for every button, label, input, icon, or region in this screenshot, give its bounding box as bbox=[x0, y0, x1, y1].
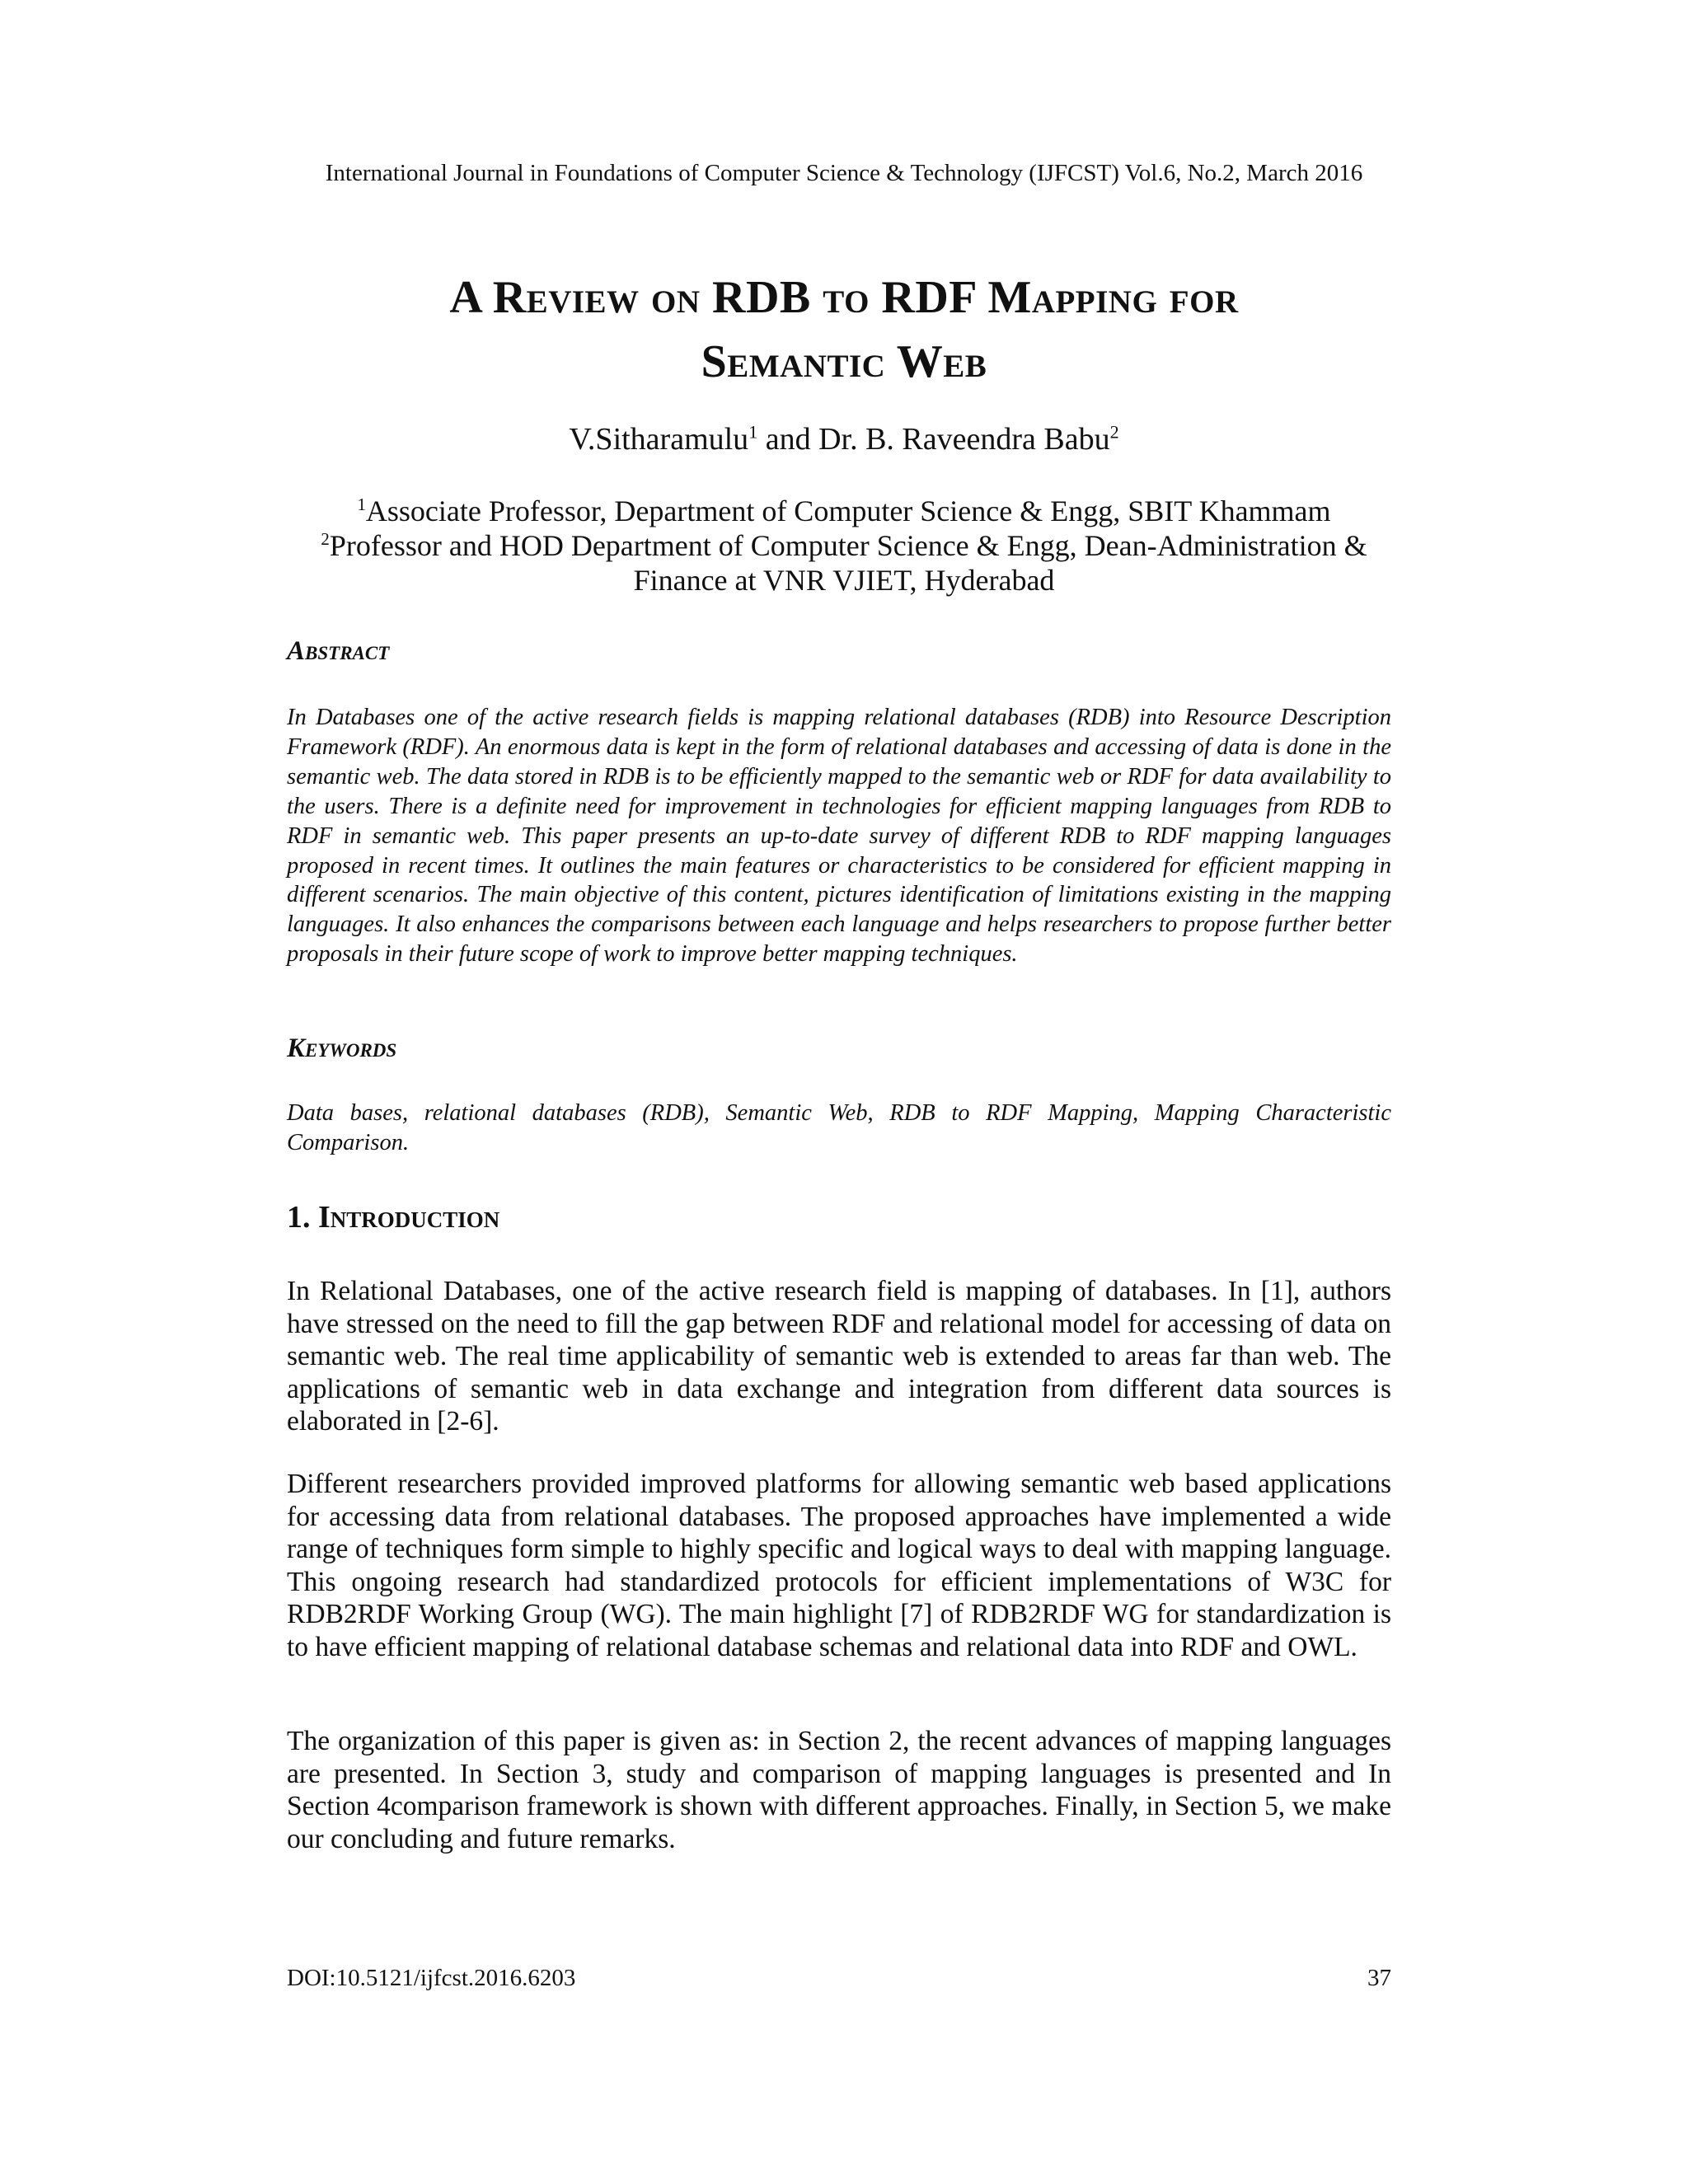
affiliation-1-text: Associate Professor, Department of Computer Science & Engg, SBIT Khammam bbox=[365, 494, 1331, 527]
affiliation-2-line-1: Professor and HOD Department of Computer Science & Engg, Dean-Administration & bbox=[329, 529, 1367, 562]
author-line bbox=[0, 421, 1688, 457]
keywords-text: Data bases, relational databases (RDB), Semantic Web, RDB to RDF Mapping, Mapping Characteristic Comparison. bbox=[287, 1100, 1391, 1155]
journal-header: International Journal in Foundations of Computer Science & Technology (IJFCST) Vol.6, No.2, March 2016 bbox=[325, 160, 1363, 186]
introduction-heading: 1. Introduction bbox=[287, 1200, 500, 1235]
affiliations bbox=[231, 494, 1457, 598]
keywords-heading: Keywords bbox=[287, 1033, 397, 1063]
affiliation-1-superscript: 1 bbox=[357, 494, 366, 514]
introduction-paragraph-1: In Relational Databases, one of the active research field is mapping of databases. In [1], authors have stressed on the need to fill the gap between RDF and relational model for accessing of data on semantic web. The real time applicability of semantic web is extended to areas far than web. The applications of semantic web in data exchange and integration from different data sources is elaborated in [2-6]. bbox=[287, 1276, 1391, 1436]
page-number: 37 bbox=[1367, 1965, 1391, 1991]
abstract-text: In Databases one of the active research fields is mapping relational databases (RDB) into Resource Description Framework (RDF). An enormous data is kept in the form of relational databases and accessing of data is done in the semantic web. The data stored in RDB is to be efficiently mapped to the semantic web or RDF for data availability to the users. There is a definite need for improvement in technologies for efficient mapping languages from RDB to RDF in semantic web. This paper presents an up-to-date survey of different RDB to RDF mapping languages proposed in recent times. It outlines the main features or characteristics to be considered for efficient mapping in different scenarios. The main objective of this content, pictures identification of limitations existing in the mapping languages. It also enhances the comparisons between each language and helps researchers to propose further better proposals in their future scope of work to improve better mapping techniques. bbox=[287, 705, 1391, 968]
author-2-superscript: 2 bbox=[1109, 421, 1119, 443]
title-line-2: Semantic Web bbox=[701, 336, 987, 387]
affiliation-2-superscript: 2 bbox=[321, 529, 330, 549]
author-connector: and Dr. B. Raveendra Babu bbox=[757, 422, 1110, 457]
paper-title bbox=[206, 265, 1482, 394]
author-1-superscript: 1 bbox=[748, 421, 758, 443]
affiliation-2 bbox=[231, 528, 1457, 563]
title-line-1: A Review on RDB to RDF Mapping for bbox=[449, 272, 1239, 323]
author-1-name: V.Sitharamulu bbox=[569, 422, 749, 457]
affiliation-1 bbox=[231, 494, 1457, 528]
abstract-heading: Abstract bbox=[287, 636, 390, 666]
introduction-paragraph-3: The organization of this paper is given as: in Section 2, the recent advances of mapping languages are presented. In Section 3, study and comparison of mapping languages is presented and In Section 4comparison framework is shown with different approaches. Finally, in Section 5, we make our concluding and future remarks. bbox=[287, 1726, 1391, 1854]
introduction-paragraph-2: Different researchers provided improved platforms for allowing semantic web based applications for accessing data from relational databases. The proposed approaches have implemented a wide range of techniques form simple to highly specific and logical ways to deal with mapping language. This ongoing research had standardized protocols for efficient implementations of W3C for RDB2RDF Working Group (WG). The main highlight [7] of RDB2RDF WG for standardization is to have efficient mapping of relational database schemas and relational data into RDF and OWL. bbox=[287, 1469, 1391, 1662]
footer-doi: DOI:10.5121/ijfcst.2016.6203 bbox=[287, 1965, 576, 1991]
affiliation-2-line-2: Finance at VNR VJIET, Hyderabad bbox=[633, 564, 1055, 597]
